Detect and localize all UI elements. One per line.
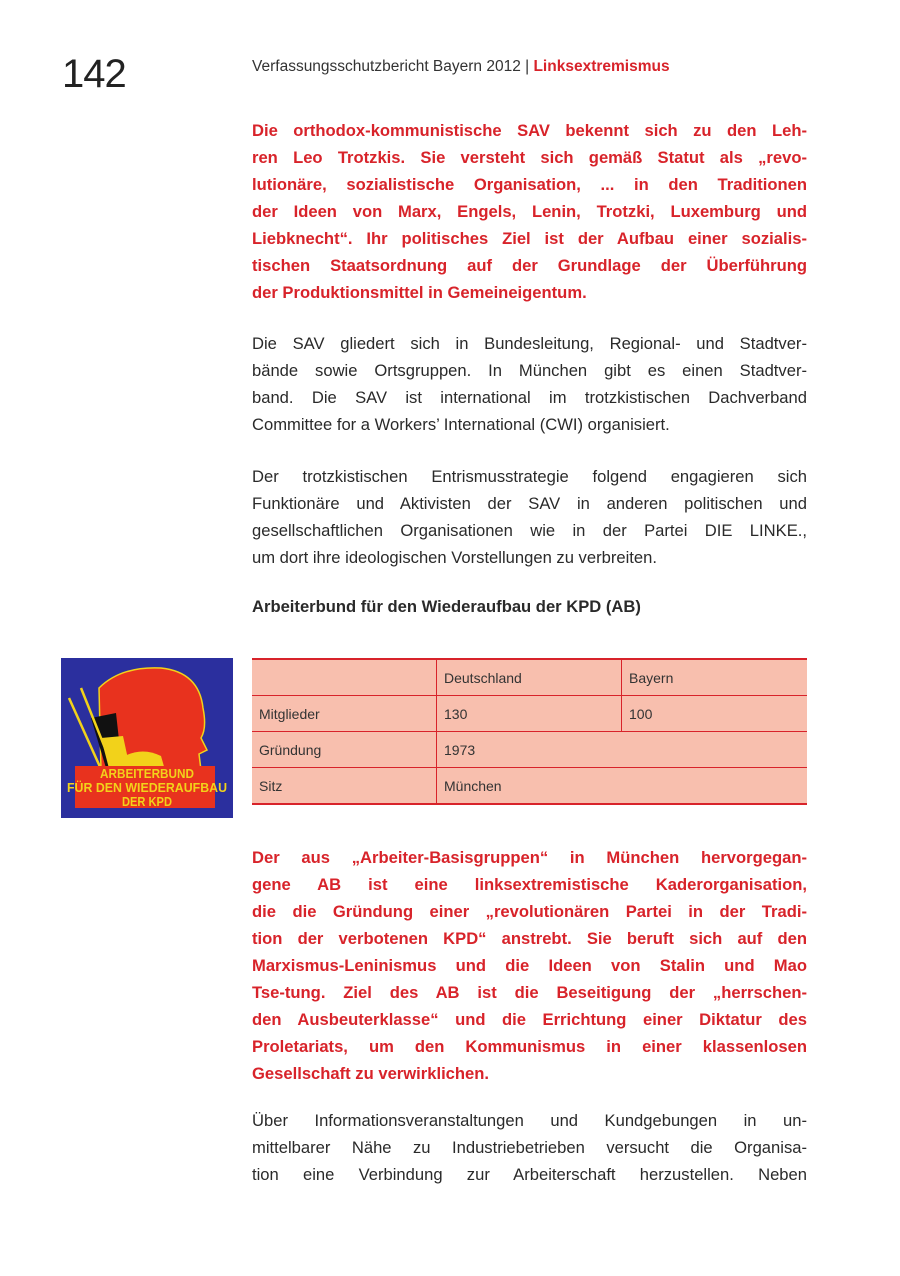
svg-text:FÜR DEN WIEDERAUFBAU: FÜR DEN WIEDERAUFBAU	[67, 780, 227, 795]
text-line: gene AB ist eine linksextremistische Kaderorganisation,	[252, 875, 807, 894]
header-title: Verfassungsschutzbericht Bayern 2012 |	[252, 58, 534, 75]
text-line: Liebknecht“. Ihr politisches Ziel ist der Aufbau einer sozialis-	[252, 229, 807, 248]
text-line: Die orthodox-kommunistische SAV bekennt sich zu den Leh-	[252, 121, 807, 140]
members-deutschland: 130	[437, 696, 622, 732]
text-line: Committee for a Workers’ International (CWI) organisiert.	[252, 415, 670, 434]
founding-year: 1973	[437, 732, 808, 768]
table-header-deutschland: Deutschland	[437, 659, 622, 696]
text-line: den Ausbeuterklasse“ und die Errichtung einer Diktatur des	[252, 1010, 807, 1029]
text-line: Proletariats, um den Kommunismus in einer klassenlosen	[252, 1037, 807, 1056]
text-line: Die SAV gliedert sich in Bundesleitung, Regional- und Stadtver-	[252, 334, 807, 353]
ab-description-paragraph	[252, 844, 807, 1087]
text-line: Über Informationsveranstaltungen und Kundgebungen in un-	[252, 1111, 807, 1130]
row-label: Gründung	[252, 732, 437, 768]
text-line: Der aus „Arbeiter-Basisgruppen“ in München hervorgegan-	[252, 848, 807, 867]
text-line: Funktionäre und Aktivisten der SAV in anderen politischen und	[252, 494, 807, 513]
row-label: Sitz	[252, 768, 437, 805]
text-line: der Produktionsmittel in Gemeineigentum.	[252, 283, 587, 302]
running-header	[252, 58, 670, 76]
header-section: Linksextremismus	[533, 58, 670, 75]
text-line: lutionäre, sozialistische Organisation, ... in den Traditionen	[252, 175, 807, 194]
text-line: Tse-tung. Ziel des AB ist die Beseitigung der „herrschen-	[252, 983, 807, 1002]
table-row	[252, 696, 807, 732]
text-line: Gesellschaft zu verwirklichen.	[252, 1064, 490, 1083]
ab-logo	[61, 658, 233, 818]
row-label: Mitglieder	[252, 696, 437, 732]
table-row	[252, 768, 807, 805]
text-line: gesellschaftlichen Organisationen wie in der Partei DIE LINKE.,	[252, 521, 807, 540]
intro-sav-paragraph	[252, 117, 807, 306]
table-header-empty	[252, 659, 437, 696]
text-line: die die Gründung einer „revolutionären Partei in der Tradi-	[252, 902, 807, 921]
ab-facts-table	[252, 658, 807, 805]
sav-structure-paragraph	[252, 330, 807, 438]
text-line: der Ideen von Marx, Engels, Lenin, Trotzki, Luxemburg und	[252, 202, 807, 221]
text-line: mittelbarer Nähe zu Industriebetrieben versucht die Organisa-	[252, 1138, 807, 1157]
page-number: 142	[62, 52, 126, 96]
sav-entrism-paragraph	[252, 463, 807, 571]
text-line: um dort ihre ideologischen Vorstellungen zu verbreiten.	[252, 548, 657, 567]
headquarters: München	[437, 768, 808, 805]
text-line: tischen Staatsordnung auf der Grundlage der Überführung	[252, 256, 807, 275]
table-header-row	[252, 659, 807, 696]
text-line: bände sowie Ortsgruppen. In München gibt es einen Stadtver-	[252, 361, 807, 380]
text-line: band. Die SAV ist international im trotzkistischen Dachverband	[252, 388, 807, 407]
text-line: ren Leo Trotzkis. Sie versteht sich gemäß Statut als „revo-	[252, 148, 807, 167]
table-row	[252, 732, 807, 768]
text-line: tion eine Verbindung zur Arbeiterschaft herzustellen. Neben	[252, 1165, 807, 1184]
svg-text:DER KPD: DER KPD	[122, 794, 172, 809]
text-line: tion der verbotenen KPD“ anstrebt. Sie beruft sich auf den	[252, 929, 807, 948]
ab-activities-paragraph	[252, 1107, 807, 1188]
svg-text:ARBEITERBUND: ARBEITERBUND	[100, 766, 194, 781]
section-heading: Arbeiterbund für den Wiederaufbau der KPD (AB)	[252, 597, 641, 616]
members-bayern: 100	[622, 696, 808, 732]
text-line: Marxismus-Leninismus und die Ideen von Stalin und Mao	[252, 956, 807, 975]
text-line: Der trotzkistischen Entrismusstrategie folgend engagieren sich	[252, 467, 807, 486]
table-header-bayern: Bayern	[622, 659, 808, 696]
